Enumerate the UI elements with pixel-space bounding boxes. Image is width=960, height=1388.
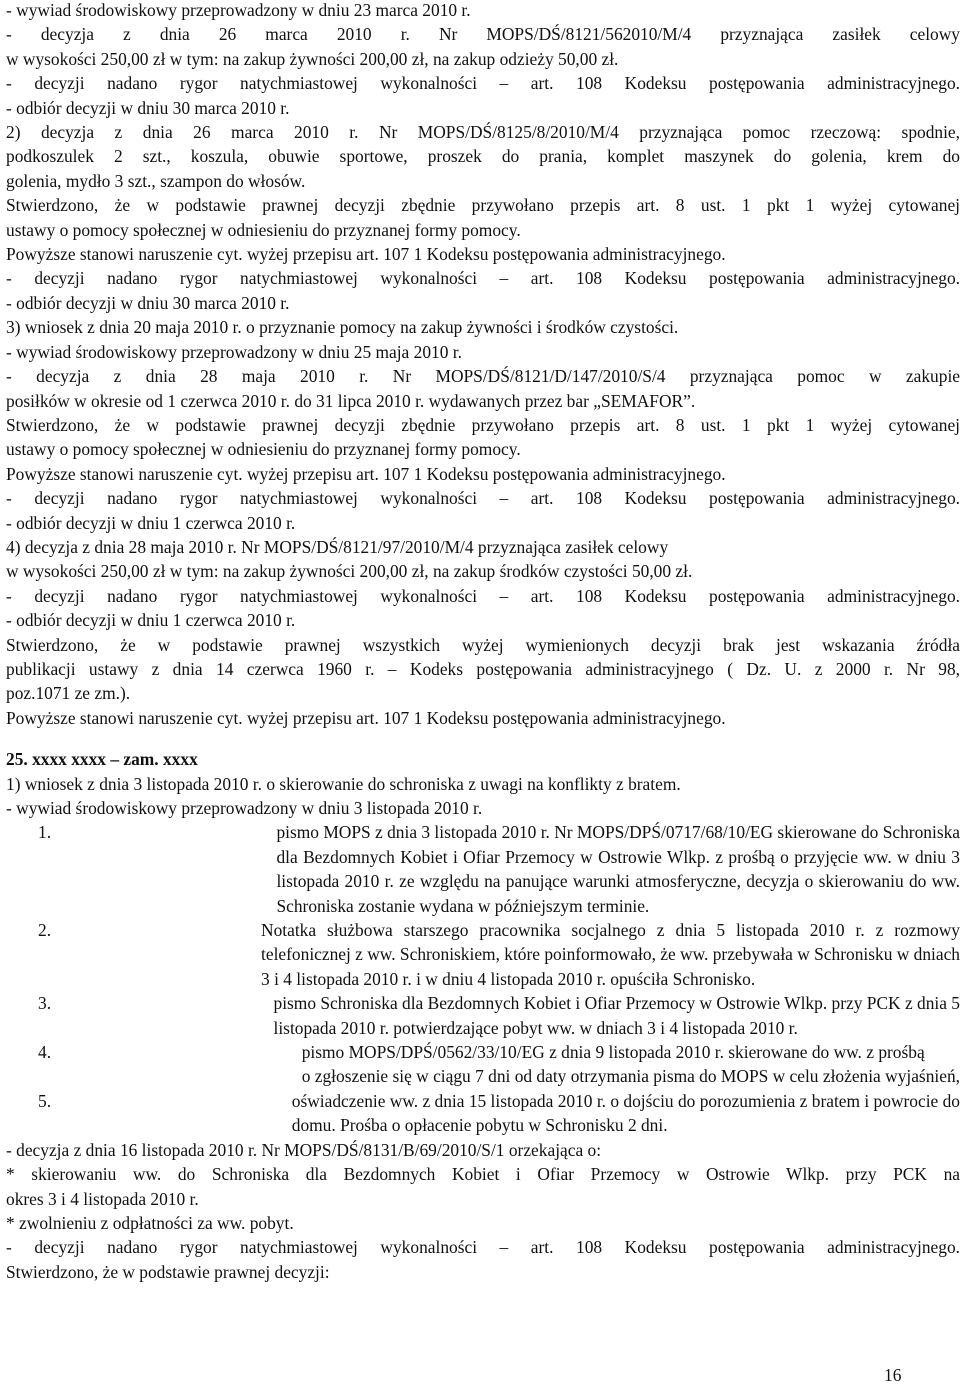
page-number: 16 <box>884 1365 902 1385</box>
text-line: - odbiór decyzji w dniu 30 marca 2010 r. <box>6 97 290 118</box>
text-line: - odbiór decyzji w dniu 1 czerwca 2010 r. <box>6 610 296 631</box>
text-line: - odbiór decyzji w dniu 1 czerwca 2010 r. <box>6 512 296 533</box>
item-line: pismo MOPS/DPŚ/0562/33/10/EG z dnia 9 listopada 2010 r. skierowane do ww. z prośbą <box>301 1042 925 1063</box>
item-line: oświadczenie ww. z dnia 15 listopada 2010 r. o dojściu do porozumienia z bratem i powrocie do <box>291 1090 960 1111</box>
text-line: w wysokości 250,00 zł w tym: na zakup żywności 200,00 zł, na zakup środków czystości 50,00 zł. <box>6 561 693 582</box>
text-line: - decyzji nadano rygor natychmiastowej wykonalności – art. 108 Kodeksu postępowania administracyjnego. <box>6 268 960 289</box>
numbered-item <box>6 991 960 1040</box>
item-line: dla Bezdomnych Kobiet i Ofiar Przemocy w Ostrowie Wlkp. z prośbą o przyjęcie ww. w dniu 3 <box>276 846 960 867</box>
item-line: pismo MOPS z dnia 3 listopada 2010 r. Nr MOPS/DPŚ/0717/68/10/EG skierowane do Schroniska <box>276 822 960 843</box>
numbered-item <box>6 820 960 918</box>
text-line: golenia, mydło 3 szt., szampon do włosów. <box>6 170 306 191</box>
item-line: listopada 2010 r. potwierdzające pobyt ww. w dniach 3 i 4 listopada 2010 r. <box>273 1017 798 1038</box>
text-line: - odbiór decyzji w dniu 30 marca 2010 r. <box>6 292 290 313</box>
text-line: ustawy o pomocy społecznej w odniesieniu do przyznanej formy pomocy. <box>6 219 521 240</box>
text-line: - decyzji nadano rygor natychmiastowej wykonalności – art. 108 Kodeksu postępowania administracyjnego. <box>6 73 960 94</box>
text-line: - decyzja z dnia 16 listopada 2010 r. Nr MOPS/DŚ/8131/B/69/2010/S/1 orzekająca o: <box>6 1139 602 1160</box>
item-line: listopada 2010 r. ze względu na panujące warunki atmosferyczne, decyzja o skierowaniu do ww. <box>276 871 960 892</box>
text-line: okres 3 i 4 listopada 2010 r. <box>6 1188 199 1209</box>
item-line: telefonicznej z ww. Schroniskiem, które poinformowało, że ww. przebywała w Schronisku w dniach <box>261 944 960 965</box>
item-line: o zgłoszenie się w ciągu 7 dni od daty otrzymania pisma do MOPS w celu złożenia wyjaśnień, <box>301 1066 960 1087</box>
item-number: 4. <box>38 1042 52 1063</box>
item-number: 3. <box>38 993 52 1014</box>
text-line: Powyższe stanowi naruszenie cyt. wyżej przepisu art. 107 1 Kodeksu postępowania administracyjnego. <box>6 463 726 484</box>
text-line: - decyzja z dnia 26 marca 2010 r. Nr MOPS/DŚ/8121/562010/M/4 przyznająca zasiłek celowy <box>6 24 960 45</box>
document-body <box>6 0 960 1284</box>
text-line: Stwierdzono, że w podstawie prawnej decyzji zbędnie przywołano przepis art. 8 ust. 1 pkt 1 wyżej cytowanej <box>6 414 960 435</box>
text-line: - decyzji nadano rygor natychmiastowej wykonalności – art. 108 Kodeksu postępowania administracyjnego. <box>6 1237 960 1258</box>
text-line: * skierowaniu ww. do Schroniska dla Bezdomnych Kobiet i Ofiar Przemocy w Ostrowie Wlkp. przy PCK na <box>6 1164 960 1185</box>
numbered-item <box>6 918 960 991</box>
item-line: 3 i 4 listopada 2010 r. i w dniu 4 listopada 2010 r. opuściła Schronisko. <box>261 968 756 989</box>
item-number: 1. <box>38 822 52 843</box>
text-line: 4) decyzja z dnia 28 maja 2010 r. Nr MOPS/DŚ/8121/97/2010/M/4 przyznająca zasiłek celowy <box>6 536 669 557</box>
text-line: ustawy o pomocy społecznej w odniesieniu do przyznanej formy pomocy. <box>6 439 521 460</box>
text-line: 1) wniosek z dnia 3 listopada 2010 r. o skierowanie do schroniska z uwagi na konflikty z bratem. <box>6 773 681 794</box>
text-line: w wysokości 250,00 zł w tym: na zakup żywności 200,00 zł, na zakup odzieży 50,00 zł. <box>6 48 619 69</box>
text-line: * zwolnieniu z odpłatności za ww. pobyt. <box>6 1212 294 1233</box>
item-number: 2. <box>38 920 52 941</box>
numbered-item <box>6 1040 960 1089</box>
text-line: 3) wniosek z dnia 20 maja 2010 r. o przyznanie pomocy na zakup żywności i środków czystości. <box>6 317 679 338</box>
text-line: publikacji ustawy z dnia 14 czerwca 1960 r. – Kodeks postępowania administracyjnego ( Dz. U. z 2000 r. Nr 98, <box>6 658 960 679</box>
text-line: Powyższe stanowi naruszenie cyt. wyżej przepisu art. 107 1 Kodeksu postępowania administracyjnego. <box>6 244 726 265</box>
item-number: 5. <box>38 1090 52 1111</box>
text-line: Stwierdzono, że w podstawie prawnej wszystkich wyżej wymienionych decyzji brak jest wskazania źródła <box>6 634 960 655</box>
item-line: pismo Schroniska dla Bezdomnych Kobiet i Ofiar Przemocy w Ostrowie Wlkp. przy PCK z dnia 5 <box>273 993 960 1014</box>
text-line: - decyzji nadano rygor natychmiastowej wykonalności – art. 108 Kodeksu postępowania administracyjnego. <box>6 488 960 509</box>
item-line: Notatka służbowa starszego pracownika socjalnego z dnia 5 listopada 2010 r. z rozmowy <box>261 920 960 941</box>
text-line: Stwierdzono, że w podstawie prawnej decyzji: <box>6 1261 330 1282</box>
section-heading: 25. xxxx xxxx – zam. xxxx <box>6 749 198 770</box>
text-line: - decyzji nadano rygor natychmiastowej wykonalności – art. 108 Kodeksu postępowania administracyjnego. <box>6 585 960 606</box>
text-line: - wywiad środowiskowy przeprowadzony w dniu 23 marca 2010 r. <box>6 0 471 20</box>
text-line: - decyzja z dnia 28 maja 2010 r. Nr MOPS/DŚ/8121/D/147/2010/S/4 przyznająca pomoc w zakupie <box>6 366 960 387</box>
text-line: posiłków w okresie od 1 czerwca 2010 r. do 31 lipca 2010 r. wydawanych przez bar „SEMAFOR”. <box>6 390 696 411</box>
text-line: Stwierdzono, że w podstawie prawnej decyzji zbędnie przywołano przepis art. 8 ust. 1 pkt 1 wyżej cytowanej <box>6 195 960 216</box>
text-line: Powyższe stanowi naruszenie cyt. wyżej przepisu art. 107 1 Kodeksu postępowania administracyjnego. <box>6 707 726 728</box>
text-line: - wywiad środowiskowy przeprowadzony w dniu 25 maja 2010 r. <box>6 341 462 362</box>
numbered-item <box>6 1089 960 1138</box>
item-line: Schroniska zostanie wydana w późniejszym terminie. <box>276 895 650 916</box>
text-line: podkoszulek 2 szt., koszula, obuwie sportowe, proszek do prania, komplet maszynek do golenia, krem do <box>6 146 960 167</box>
text-line: 2) decyzja z dnia 26 marca 2010 r. Nr MOPS/DŚ/8125/8/2010/M/4 przyznająca pomoc rzeczową: spodnie, <box>6 122 960 143</box>
text-line: poz.1071 ze zm.). <box>6 683 131 704</box>
item-line: domu. Prośba o opłacenie pobytu w Schronisku 2 dni. <box>291 1115 668 1136</box>
text-line: - wywiad środowiskowy przeprowadzony w dniu 3 listopada 2010 r. <box>6 798 483 818</box>
